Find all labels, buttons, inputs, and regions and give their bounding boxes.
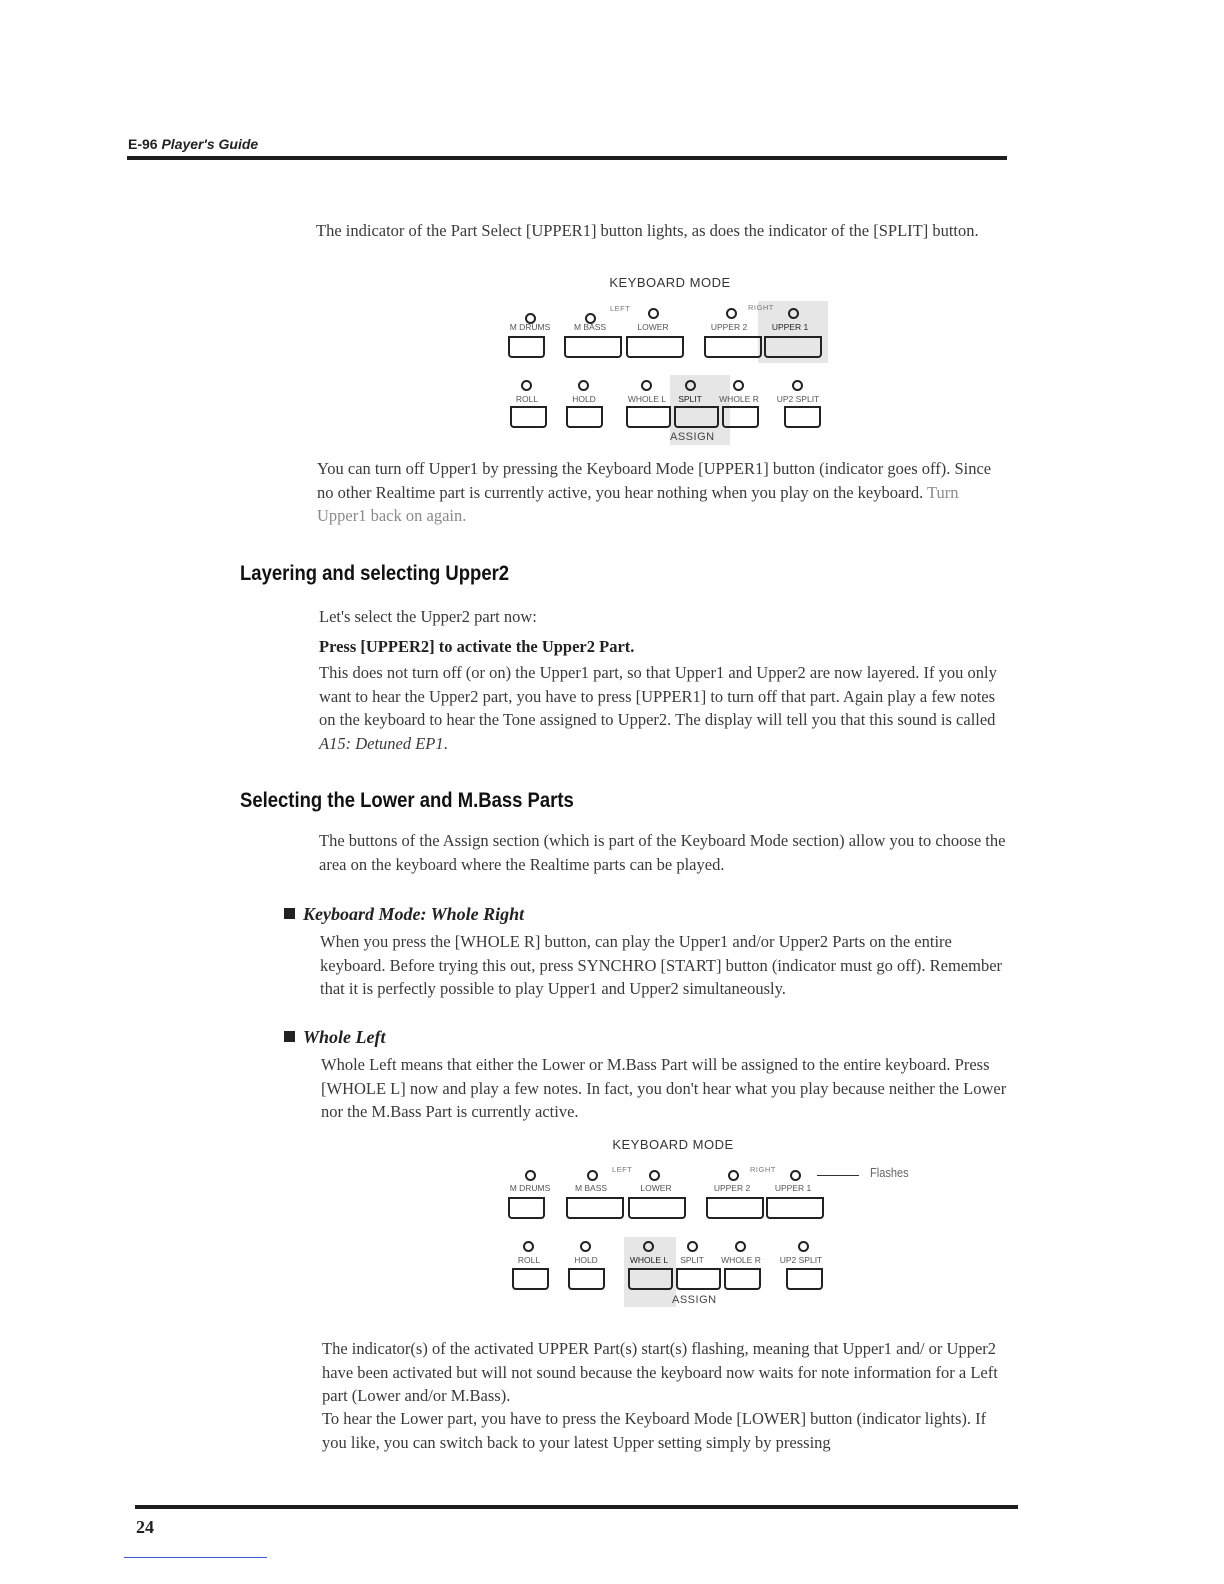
header-model: E-96 xyxy=(128,136,158,152)
button-m-bass[interactable] xyxy=(564,336,622,358)
label-split: SPLIT xyxy=(680,1255,704,1265)
button-split[interactable] xyxy=(676,1268,721,1290)
group-left-label: LEFT xyxy=(610,304,631,313)
label-split: SPLIT xyxy=(678,394,702,404)
label-hold: HOLD xyxy=(572,394,596,404)
label-lower: LOWER xyxy=(637,322,669,332)
link-underline xyxy=(124,1557,267,1558)
diagram-title: KEYBOARD MODE xyxy=(612,1137,734,1152)
group-right-label: RIGHT xyxy=(750,1165,776,1174)
para-whole-right: When you press the [WHOLE R] button, can play the Upper1 and/or Upper2 Parts on the entire keyboard. Before trying this out, press SYNCHRO [START] button (indicator must go off). Remember that it is perfectly possible to play Upper1 and Upper2 simultaneously. xyxy=(320,932,1003,998)
button-hold[interactable] xyxy=(566,406,603,428)
led-roll xyxy=(521,380,532,391)
label-m-drums: M DRUMS xyxy=(509,1183,551,1193)
callout-flashes: Flashes xyxy=(870,1165,909,1180)
led-whole-r xyxy=(735,1241,746,1252)
keyboard-mode-diagram-2 xyxy=(500,1137,920,1317)
button-upper-2[interactable] xyxy=(704,336,762,358)
button-m-drums[interactable] xyxy=(508,1197,545,1219)
para-assign-section: The buttons of the Assign section (which is part of the Keyboard Mode section) allow you to choose the area on the keyboard where the Realtime parts can be played. xyxy=(319,831,1006,874)
callout-line xyxy=(817,1175,859,1176)
step-press-upper2: Press [UPPER2] to activate the Upper2 Part. xyxy=(319,637,635,656)
footer-rule xyxy=(135,1505,1018,1509)
diagram-title: KEYBOARD MODE xyxy=(609,275,731,290)
label-upper-1: UPPER 1 xyxy=(771,322,809,332)
para-turn-off-upper1 xyxy=(317,457,1007,528)
para-whole-left: Whole Left means that either the Lower or M.Bass Part will be assigned to the entire keyboard. Press [WHOLE L] now and play a few notes. In fact, you don't hear what you play because neither the Lower nor the M.Bass Part is currently active. xyxy=(321,1055,1007,1121)
group-left-label: LEFT xyxy=(612,1165,633,1174)
led-hold xyxy=(578,380,589,391)
button-lower[interactable] xyxy=(626,336,684,358)
label-up2-split: UP2 SPLIT xyxy=(776,394,820,404)
button-hold[interactable] xyxy=(568,1268,605,1290)
turn-back-on-text: Turn Upper1 back on again. xyxy=(317,482,959,525)
led-lower xyxy=(648,308,659,319)
label-roll: ROLL xyxy=(515,394,539,404)
led-upper-1 xyxy=(790,1170,801,1181)
layered-end: . xyxy=(443,733,448,753)
led-whole-l xyxy=(643,1241,654,1252)
label-whole-l: WHOLE L xyxy=(627,394,667,404)
led-lower xyxy=(649,1170,660,1181)
button-whole-l[interactable] xyxy=(628,1268,673,1290)
label-whole-l: WHOLE L xyxy=(629,1255,669,1265)
label-roll: ROLL xyxy=(517,1255,541,1265)
button-roll[interactable] xyxy=(510,406,547,428)
para-upper1-lights: The indicator of the Part Select [UPPER1] button lights, as does the indicator of the [SPLIT] button. xyxy=(316,221,979,240)
bullet-icon xyxy=(284,1031,295,1042)
label-whole-r: WHOLE R xyxy=(719,394,759,404)
label-m-bass: M BASS xyxy=(573,322,607,332)
label-whole-r: WHOLE R xyxy=(721,1255,761,1265)
led-hold xyxy=(580,1241,591,1252)
heading-lower-mbass: Selecting the Lower and M.Bass Parts xyxy=(240,789,574,812)
led-up2-split xyxy=(798,1241,809,1252)
subhead-whole-left-text: Whole Left xyxy=(303,1027,386,1047)
led-upper-2 xyxy=(726,308,737,319)
para-hear-lower: To hear the Lower part, you have to press the Keyboard Mode [LOWER] button (indicator lights). If you like, you can switch back to your latest Upper setting simply by pressing xyxy=(322,1409,987,1452)
button-whole-r[interactable] xyxy=(722,406,759,428)
assign-label: ASSIGN xyxy=(670,431,715,443)
layered-text: This does not turn off (or on) the Upper1 part, so that Upper1 and Upper2 are now layered. If you only want to hear the Upper2 part, you have to press [UPPER1] to turn off that part. Again play a few notes on the keyboard to hear the Tone assigned to Upper2. The display will tell you that this sound is called xyxy=(319,663,997,729)
button-up2-split[interactable] xyxy=(786,1268,823,1290)
button-whole-l[interactable] xyxy=(626,406,671,428)
label-upper-2: UPPER 2 xyxy=(713,1183,751,1193)
bullet-icon xyxy=(284,908,295,919)
subhead-whole-left xyxy=(284,1027,386,1048)
led-upper-2 xyxy=(728,1170,739,1181)
tone-name: A15: Detuned EP1 xyxy=(319,733,444,753)
para-select-upper2: Let's select the Upper2 part now: xyxy=(319,607,537,626)
label-upper-2: UPPER 2 xyxy=(710,322,748,332)
button-whole-r[interactable] xyxy=(724,1268,761,1290)
button-upper-1[interactable] xyxy=(766,1197,824,1219)
led-split xyxy=(687,1241,698,1252)
subhead-whole-right-text: Keyboard Mode: Whole Right xyxy=(303,904,525,924)
button-lower[interactable] xyxy=(628,1197,686,1219)
led-split xyxy=(685,380,696,391)
label-up2-split: UP2 SPLIT xyxy=(779,1255,823,1265)
page-number: 24 xyxy=(136,1517,154,1537)
label-upper-1: UPPER 1 xyxy=(774,1183,812,1193)
label-m-drums: M DRUMS xyxy=(509,322,551,332)
button-split[interactable] xyxy=(674,406,719,428)
subhead-whole-right xyxy=(284,904,524,925)
keyboard-mode-diagram-1 xyxy=(500,275,920,455)
led-m-drums xyxy=(525,1170,536,1181)
led-roll xyxy=(523,1241,534,1252)
led-whole-r xyxy=(733,380,744,391)
header-rule xyxy=(127,156,1007,160)
header-guide: Player's Guide xyxy=(161,136,259,152)
led-up2-split xyxy=(792,380,803,391)
label-hold: HOLD xyxy=(574,1255,598,1265)
group-right-label: RIGHT xyxy=(748,303,774,312)
label-m-bass: M BASS xyxy=(574,1183,608,1193)
turn-off-text: You can turn off Upper1 by pressing the Keyboard Mode [UPPER1] button (indicator goes off). Since no other Realtime part is currently active, you hear nothing when you play on the keyboard. xyxy=(317,459,992,502)
button-up2-split[interactable] xyxy=(784,406,821,428)
led-upper-1 xyxy=(788,308,799,319)
para-layered xyxy=(319,661,1009,755)
para-flashing: The indicator(s) of the activated UPPER Part(s) start(s) flashing, meaning that Upper1 and/ or Upper2 have been activated but will not sound because the keyboard now waits for note information for a Left part (Lower and/or M.Bass). xyxy=(322,1339,998,1405)
led-m-bass xyxy=(587,1170,598,1181)
label-lower: LOWER xyxy=(640,1183,672,1193)
assign-label: ASSIGN xyxy=(672,1294,717,1306)
running-header xyxy=(128,136,258,152)
button-upper-1[interactable] xyxy=(764,336,822,358)
led-whole-l xyxy=(641,380,652,391)
button-m-bass[interactable] xyxy=(566,1197,624,1219)
button-m-drums[interactable] xyxy=(508,336,545,358)
button-upper-2[interactable] xyxy=(706,1197,764,1219)
button-roll[interactable] xyxy=(512,1268,549,1290)
heading-layering-upper2: Layering and selecting Upper2 xyxy=(240,562,510,585)
